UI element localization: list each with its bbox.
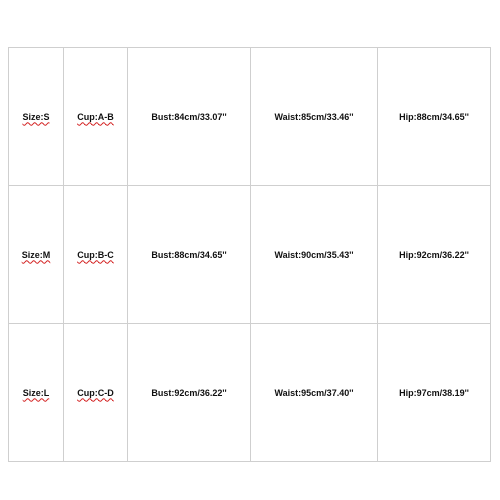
cup-label: Cup:A-B (77, 111, 114, 122)
waist-label: Waist:85cm/33.46'' (274, 111, 354, 122)
size-cell (9, 324, 64, 462)
cup-cell (64, 48, 128, 186)
size-label: Size:L (22, 387, 50, 398)
waist-label: Waist:90cm/35.43'' (274, 249, 354, 260)
waist-cell (251, 186, 378, 324)
hip-label: Hip:97cm/38.19'' (399, 387, 469, 398)
table-row (9, 324, 491, 462)
size-cell (9, 186, 64, 324)
cup-cell (64, 186, 128, 324)
bust-cell (128, 48, 251, 186)
hip-cell (378, 186, 491, 324)
waist-label: Waist:95cm/37.40'' (274, 387, 354, 398)
bust-label: Bust:84cm/33.07'' (151, 111, 227, 122)
waist-cell (251, 324, 378, 462)
size-cell (9, 48, 64, 186)
hip-label: Hip:92cm/36.22'' (399, 249, 469, 260)
table-row (9, 48, 491, 186)
hip-label: Hip:88cm/34.65'' (399, 111, 469, 122)
size-label: Size:S (22, 111, 50, 122)
cup-cell (64, 324, 128, 462)
cup-label: Cup:B-C (77, 249, 114, 260)
hip-cell (378, 48, 491, 186)
hip-cell (378, 324, 491, 462)
bust-label: Bust:88cm/34.65'' (151, 249, 227, 260)
bust-cell (128, 186, 251, 324)
bust-label: Bust:92cm/36.22'' (151, 387, 227, 398)
bust-cell (128, 324, 251, 462)
table-row (9, 186, 491, 324)
size-label: Size:M (21, 249, 51, 260)
size-chart-table (8, 47, 491, 462)
cup-label: Cup:C-D (77, 387, 114, 398)
waist-cell (251, 48, 378, 186)
